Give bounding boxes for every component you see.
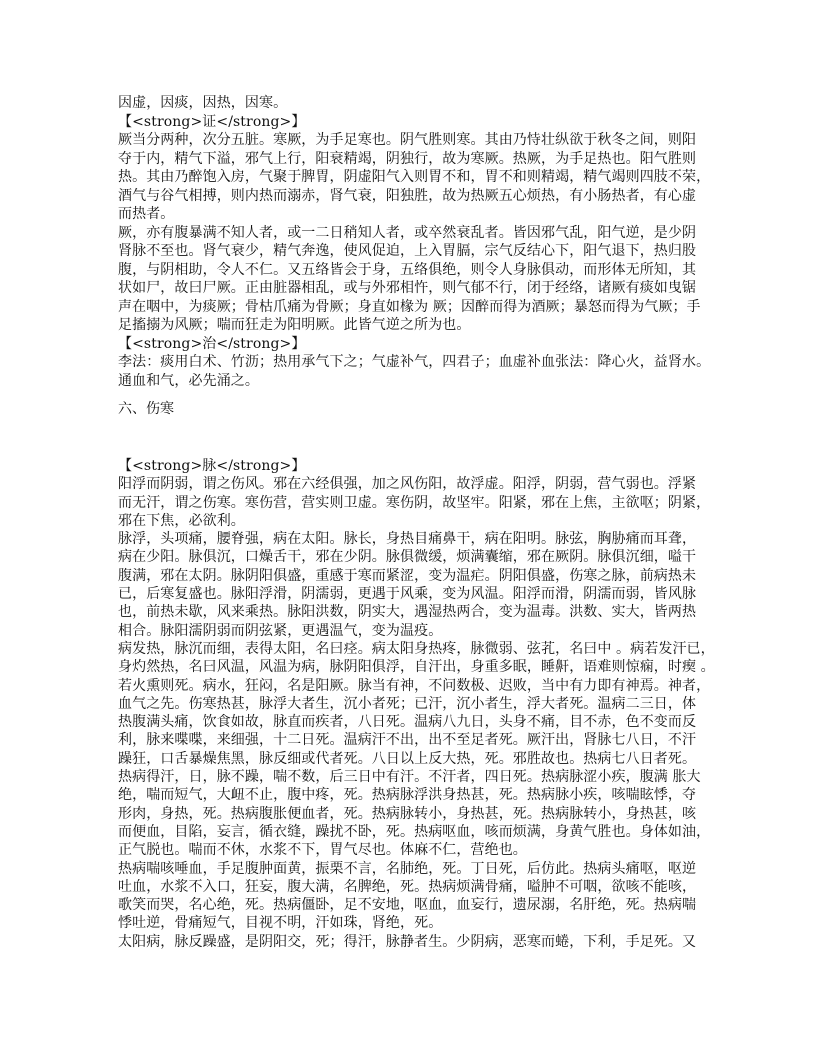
text-line: 相合。脉阳濡阴弱而阴弦紧，更遇温气，变为温疫。 xyxy=(118,622,443,639)
text-block-cold-damage xyxy=(118,457,715,951)
text-line: 腹，与阴相助，令人不仁。又五络皆会于身，五络俱绝，则令人身脉俱动，而形体无所知，其 xyxy=(118,261,697,278)
text-line: 热病得汗，日，脉不躁，喘不数，后三日中有汗。不汗者，四日死。热病脉涩小疾，腹满 胀大 xyxy=(118,769,701,786)
text-line: 而无汗，谓之伤寒。寒伤营，营实则卫虚。寒伤阴，故坚牢。阳紧，邪在上焦，主欲呕；阴紧， xyxy=(118,494,711,511)
text-line: 厥，亦有腹暴满不知人者，或一二日稍知人者，或卒然衰乱者。皆因邪气乱，阳气逆，是少阴 xyxy=(118,224,697,241)
text-line: 热腹满头痛，饮食如故，脉直而疾者，八日死。温病八九日，头身不痛，目不赤，色不变而反 xyxy=(118,714,697,731)
text-line: 而便血，目陷，妄言，循衣缝，躁扰不卧，死。热病呕血，咳而烦满，身黄气胜也。身体如油， xyxy=(118,823,711,840)
text-line: 腹满，邪在太阴。脉阴阳俱盛，重感于寒而紧涩，变为温疟。阴阳俱盛，伤寒之脉，前病热未 xyxy=(118,567,697,584)
text-line: 病发热，脉沉而细，表得太阳，名曰痉。病太阳身热疼，脉微弱、弦芤，名曰中 。病若发汗已， xyxy=(118,640,715,657)
text-line: 躁狂，口舌暴燥焦黑，脉反细或代者死。八日以上反大热，死。邪胜故也。热病七八日者死。 xyxy=(118,750,697,767)
text-line: 也，前热未歇，风来乘热。脉阳洪数，阴实大，遇湿热两合，变为温毒。洪数、实大，皆两热 xyxy=(118,604,697,621)
text-line: 血气之先。伤寒热甚，脉浮大者生，沉小者死；已汗，沉小者生，浮大者死。温病二三日，体 xyxy=(118,695,697,712)
text-line: 歌笑而哭，名心绝，死。热病僵卧，足不安地，呕血，血妄行，遗尿溺，名肝绝，死。热病喘 xyxy=(118,897,697,914)
text-line: 阳浮而阴弱，谓之伤风。邪在六经俱强，加之风伤阳，故浮虚。阳浮，阴弱，营气弱也。浮紧 xyxy=(118,476,697,493)
text-line: 通血和气，必先涌之。 xyxy=(118,372,259,389)
text-line: 足搐搦为风厥；喘而狂走为阳明厥。此皆气逆之所为也。 xyxy=(118,317,471,333)
text-line: 肾脉不至也。肾气衰少，精气奔逸，使风促迫，上入胃膈，宗气反结心下，阳气退下，热归股 xyxy=(118,243,697,259)
text-line: 吐血，水浆不入口，狂妄，腹大满，名脾绝，死。热病烦满骨痛，嗌肿不可咽，欲咳不能咳， xyxy=(118,878,697,895)
text-line: 状如尸，故曰尸厥。正由脏器相乱，或与外邪相忤，则气郁不行，闭于经络，诸厥有痰如曳锯 xyxy=(118,280,697,296)
section-heading: 六、伤寒 xyxy=(118,401,174,417)
text-line: 酒气与谷气相搏，则内热而溺赤，肾气衰，阳独胜，故为热厥五心烦热，有小肠热者，有心虚 xyxy=(118,187,697,204)
text-line: 利，脉来喋喋，来细强，十二日死。温病汗不出，出不至足者死。厥汗出，肾脉七八日，不汗 xyxy=(118,732,697,749)
text-block-jue-syndrome xyxy=(118,94,711,390)
text-line: 身灼然热，名曰风温，风温为病，脉阴阳俱浮，自汗出，身重多眠，睡鼾，语难则惊痫，时瘈 。 xyxy=(118,659,715,676)
text-line: 脉浮，头项痛，腰脊强，病在太阳。脉长，身热目痛鼻干，病在阳明。脉弦，胸胁痛而耳聋， xyxy=(118,531,697,548)
text-line: 【<strong>治</strong>】 xyxy=(118,335,306,352)
text-line: 绝，喘而短气，大衄不止，腹中疼，死。热病脉浮洪身热甚，死。热病脉小疾，咳喘眩悸，夺 xyxy=(118,787,697,804)
text-line: 太阳病，脉反躁盛，是阴阳交，死；得汗，脉静者生。少阴病，恶寒而蜷，下利，手足死。又 xyxy=(118,933,697,950)
text-line: 因虚，因痰，因热，因寒。 xyxy=(118,95,288,111)
text-line: 悸吐逆，骨痛短气，目视不明，汗如珠，肾绝，死。 xyxy=(118,915,443,932)
text-line: 而热者。 xyxy=(118,206,175,222)
text-line: 声在咽中，为痰厥；骨枯爪痛为骨厥；身直如椽为 厥；因醉而得为酒厥；暴怒而得为气厥；手 xyxy=(118,298,701,315)
text-line: 【<strong>证</strong>】 xyxy=(118,113,306,130)
text-line: 【<strong>脉</strong>】 xyxy=(118,458,306,474)
text-line: 邪在下焦，必欲利。 xyxy=(118,512,245,529)
text-line: 李法：痰用白术、竹沥；热用承气下之；气虚补气，四君子；血虚补血张法：降心火，益肾水。 xyxy=(118,354,711,370)
text-line: 热。其由乃醉饱入房，气聚于脾胃，阴虚阳气入则胃不和，胃不和则精竭，精气竭则四肢不荣， xyxy=(118,169,711,185)
text-line: 夺于内，精气下溢，邪气上行，阳衰精竭，阴独行，故为寒厥。热厥，为手足热也。阳气胜则 xyxy=(118,150,697,167)
text-line: 病在少阳。脉俱沉，口燥舌干，邪在少阴。脉俱微缓，烦满囊缩，邪在厥阴。脉俱沉细，嗌干 xyxy=(118,549,697,566)
text-line: 热病喘咳唾血，手足腹肿面黄，振栗不言，名肺绝，死。丁日死，后仿此。热病头痛呕，呕逆 xyxy=(118,860,697,877)
text-line: 厥当分两种，次分五脏。寒厥，为手足寒也。阴气胜则寒。其由乃恃壮纵欲于秋冬之间，则阳 xyxy=(118,132,697,148)
text-line: 形肉，身热，死。热病腹胀便血者，死。热病脉转小，身热甚，死。热病脉转小，身热甚，咳 xyxy=(118,805,697,822)
text-line: 若火熏则死。病水，狂闷，名是阳厥。脉当有神，不问数极、迟败，当中有力即有神焉。神者， xyxy=(118,677,711,694)
text-line: 正气脱也。喘而不休，水浆不下，胃气尽也。体麻不仁，营绝也。 xyxy=(118,842,527,859)
text-line: 已，后寒复盛也。脉阳浮滑，阴濡弱，更遇于风乘，变为风温。阳浮而滑，阴濡而弱，皆风脉 xyxy=(118,586,697,603)
